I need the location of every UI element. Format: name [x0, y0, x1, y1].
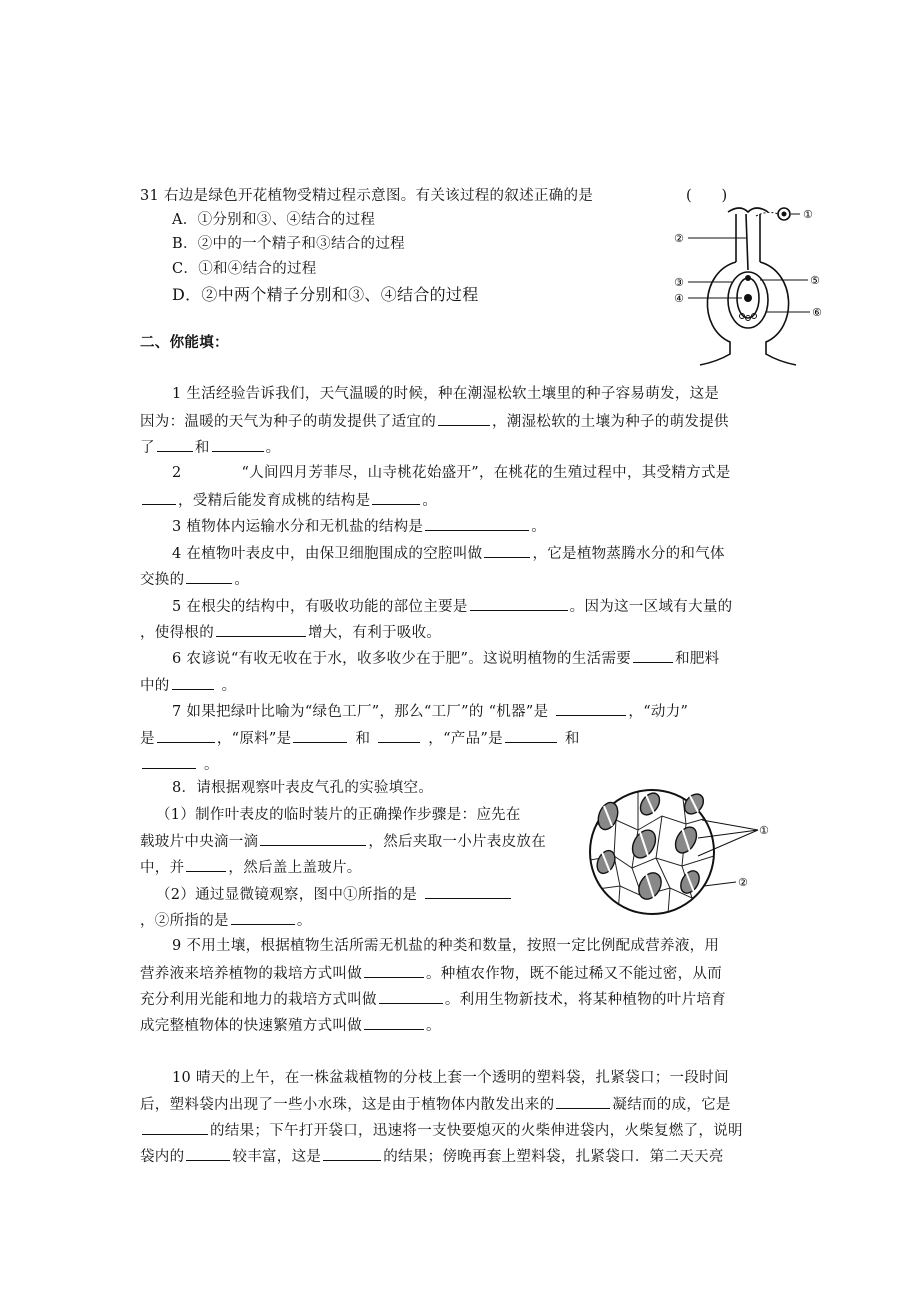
q2-text: ，受精后能发育成桃的结构是	[178, 493, 371, 509]
q6-text: 中的	[140, 678, 170, 694]
blank[interactable]	[293, 728, 347, 743]
q10-line2	[140, 1094, 731, 1115]
q8-text: （2）通过显微镜观察，图中①所指的是	[156, 887, 418, 903]
blank[interactable]	[484, 543, 530, 558]
q10-text: 后，塑料袋内出现了一些小水珠，这是由于植物体内散发出来的	[140, 1097, 555, 1113]
q10-text: 较丰富，这是	[232, 1149, 322, 1165]
q7-text: 和	[564, 731, 580, 747]
blank[interactable]	[142, 1120, 208, 1135]
blank[interactable]	[364, 963, 424, 978]
q8-part2-line2	[140, 910, 312, 931]
q9-text: 充分利用光能和地力的栽培方式叫做	[140, 992, 377, 1008]
stomata-micrograph	[586, 786, 776, 918]
q1-line3	[140, 437, 280, 458]
q5-line1	[172, 596, 732, 617]
blank[interactable]	[470, 596, 568, 611]
q2-text: “人间四月芳菲尽，山寺桃花始盛开”，在桃花的生殖过程中，其受精方式是	[241, 465, 731, 481]
q7-text: 和	[355, 731, 371, 747]
blank[interactable]	[142, 754, 196, 769]
q1-text: 了	[140, 440, 155, 456]
q10-text: 的结果；下午打开袋口，迅速将一支快要熄灭的火柴伸进袋内，火柴复燃了，说明	[210, 1123, 743, 1139]
q1-text: 和	[194, 440, 210, 456]
q6-text: 和肥料	[675, 651, 720, 667]
blank[interactable]	[378, 728, 420, 743]
q6-text: 6 农谚说“有收无收在于水，收多收少在于肥”。这说明植物的生活需要	[172, 651, 632, 667]
q4-text: 4 在植物叶表皮中，由保卫细胞围成的空腔叫做	[172, 546, 483, 562]
q31-option-d: D．②中两个精子分别和③、④结合的过程	[172, 285, 479, 304]
q1-text: 因为：温暖的天气为种子的萌发提供了适宜的	[140, 414, 436, 430]
q5-text: 5 在根尖的结构中，有吸收功能的部位主要是	[172, 599, 468, 615]
blank[interactable]	[425, 884, 511, 899]
q8-part1-line3	[140, 857, 362, 878]
q8-part2-line1	[156, 884, 513, 905]
q31-option-a: A．①分别和③、④结合的过程	[172, 212, 376, 228]
q10-line3	[140, 1120, 743, 1141]
q6-text: 。	[221, 678, 237, 694]
q9-line4	[140, 1015, 441, 1036]
blank[interactable]	[186, 1146, 230, 1161]
q7-text: 。	[204, 757, 219, 773]
blank[interactable]	[372, 490, 420, 505]
q1-text: 。	[265, 440, 281, 456]
q7-text: ，“产品”是	[428, 731, 503, 747]
q8-text: 。	[296, 913, 312, 929]
blank[interactable]	[633, 648, 673, 663]
q7-text: 7 如果把绿叶比喻为“绿色工厂”，那么“工厂”的 “机器”是	[172, 704, 549, 720]
q2-number: 2	[172, 465, 182, 481]
fertilization-diagram	[670, 200, 830, 368]
q8-part1-line1: （1）制作叶表皮的临时装片的正确操作步骤是：应先在	[156, 807, 521, 823]
blank[interactable]	[425, 516, 529, 531]
q7-text: ，“动力”	[628, 704, 689, 720]
q31-option-b: B．②中的一个精子和③结合的过程	[172, 236, 405, 252]
blank[interactable]	[379, 989, 443, 1004]
blank[interactable]	[364, 1015, 424, 1030]
blank[interactable]	[157, 437, 193, 452]
q9-line3	[140, 989, 726, 1010]
q3-text: 。	[531, 519, 547, 535]
q31-answer-paren: ( )	[686, 188, 728, 204]
q7-line1	[172, 701, 688, 722]
q31-option-c: C．①和④结合的过程	[172, 261, 317, 277]
blank[interactable]	[157, 728, 215, 743]
q4-text: 。	[234, 572, 250, 588]
q8-text: ，然后夹取一小片表皮放在	[368, 834, 547, 850]
blank[interactable]	[231, 910, 295, 925]
section-heading: 二、你能填：	[140, 334, 229, 351]
q2-line2	[140, 490, 437, 511]
blank[interactable]	[505, 728, 557, 743]
q5-line2	[140, 622, 441, 643]
q4-text: ，它是植物蒸腾水分的和气体	[532, 546, 725, 562]
blank[interactable]	[172, 675, 214, 690]
blank[interactable]	[260, 831, 366, 846]
blank[interactable]	[323, 1146, 381, 1161]
q9-text: 。利用生物新技术，将某种植物的叶片培育	[444, 992, 727, 1008]
q7-text: 是	[140, 731, 155, 747]
q7-line2	[140, 728, 580, 749]
q4-text: 交换的	[140, 572, 185, 588]
q9-line2	[140, 963, 722, 984]
q8-title: 8．请根据观察叶表皮气孔的实验填空。	[172, 780, 434, 796]
q3-text: 3 植物体内运输水分和无机盐的结构是	[172, 519, 424, 535]
q10-line1: 10 晴天的上午，在一株盆栽植物的分枝上套一个透明的塑料袋，扎紧袋口；一段时间	[172, 1070, 729, 1086]
q8-part1-line2	[140, 831, 546, 852]
q9-text: 成完整植物体的快速繁殖方式叫做	[140, 1018, 362, 1034]
q6-line2	[140, 675, 236, 696]
label-2: ②	[674, 232, 684, 245]
q7-line3	[140, 754, 219, 775]
q4-line1	[172, 543, 725, 564]
q6-line1	[172, 648, 719, 669]
q8-text: 中，并	[140, 860, 185, 876]
q2-text: 。	[422, 493, 438, 509]
blank[interactable]	[186, 569, 232, 584]
q9-text: 。	[426, 1018, 441, 1034]
q10-text: 的结果；傍晚再套上塑料袋，扎紧袋口．第二天天亮	[383, 1149, 724, 1165]
label-1: ①	[803, 208, 813, 221]
q7-text: ，“原料”是	[216, 731, 292, 747]
q3-line	[172, 516, 546, 537]
q9-text: 。种植农作物，既不能过稀又不能过密，从而	[426, 966, 722, 982]
label-1: ①	[759, 824, 769, 837]
q5-text: 增大，有利于吸收。	[308, 625, 442, 641]
q1-line2	[140, 411, 729, 432]
label-3: ③	[674, 276, 684, 289]
q8-text: ，②所指的是	[140, 913, 229, 929]
label-2: ②	[738, 876, 748, 889]
q5-text: 。因为这一区域有大量的	[569, 599, 733, 615]
q9-text: 营养液来培养植物的栽培方式叫做	[140, 966, 362, 982]
label-5: ⑤	[810, 274, 820, 287]
blank[interactable]	[216, 622, 306, 637]
q9-line1: 9 不用土壤，根据植物生活所需无机盐的种类和数量，按照一定比例配成营养液，用	[172, 938, 720, 954]
q10-text: 凝结而的成，它是	[612, 1097, 731, 1113]
label-4: ④	[674, 292, 684, 305]
q5-text: ，使得根的	[140, 625, 214, 641]
blank[interactable]	[556, 1094, 610, 1109]
q4-line2	[140, 569, 249, 590]
blank[interactable]	[186, 857, 226, 872]
q2-line1	[172, 463, 731, 483]
q8-text: ，然后盖上盖玻片。	[228, 860, 362, 876]
q1-text: ，潮湿松软的土壤为种子的萌发提供	[492, 414, 729, 430]
blank[interactable]	[142, 490, 176, 505]
blank[interactable]	[212, 437, 264, 452]
blank[interactable]	[438, 411, 490, 426]
q1-line1: 1 生活经验告诉我们，天气温暖的时候，种在潮湿松软土壤里的种子容易萌发，这是	[172, 386, 720, 402]
q8-text: 载玻片中央滴一滴	[140, 834, 259, 850]
blank[interactable]	[556, 701, 626, 716]
q10-line4	[140, 1146, 724, 1167]
label-6: ⑥	[812, 306, 822, 319]
q31-stem: 31 右边是绿色开花植物受精过程示意图。有关该过程的叙述正确的是	[140, 188, 594, 204]
q10-text: 袋内的	[140, 1149, 185, 1165]
